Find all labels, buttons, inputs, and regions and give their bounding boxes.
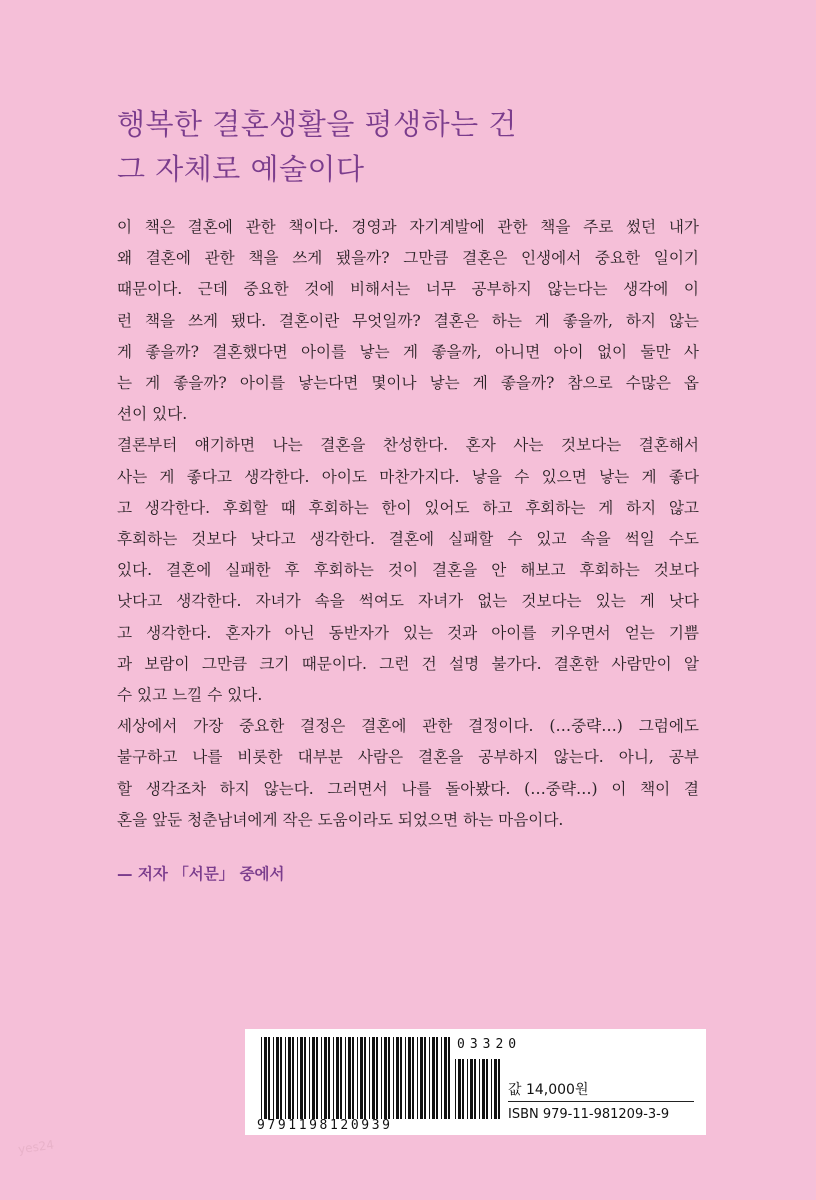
watermark-logo: yes24 bbox=[17, 1137, 55, 1157]
barcode-bar bbox=[276, 1037, 279, 1119]
addon-barcode bbox=[455, 1059, 503, 1119]
barcode-bar bbox=[300, 1037, 303, 1119]
barcode-bar bbox=[405, 1037, 406, 1119]
headline-line-1: 행복한 결혼생활을 평생하는 건 bbox=[117, 107, 517, 141]
barcode-bar bbox=[393, 1037, 394, 1119]
barcode-bar bbox=[285, 1037, 286, 1119]
barcode-bar bbox=[268, 1037, 270, 1119]
attribution: — 저자 「서문」 중에서 bbox=[117, 865, 285, 883]
addon-digits: 03320 bbox=[457, 1037, 522, 1052]
barcode-bar bbox=[372, 1037, 375, 1119]
barcode-bar bbox=[324, 1037, 327, 1119]
barcode-bar bbox=[429, 1037, 430, 1119]
body-line: 이 책은 결혼에 관한 책이다. 경영과 자기계발에 관한 책을 주로 썼던 내가 bbox=[117, 218, 699, 236]
barcode-bar bbox=[321, 1037, 322, 1119]
body-line: 런 책을 쓰게 됐다. 결혼이란 무엇일까? 결혼은 하는 게 좋을까, 하지 않는 bbox=[117, 311, 699, 330]
barcode-bar bbox=[357, 1037, 358, 1119]
barcode-bar bbox=[458, 1059, 461, 1119]
body-line: 과 보람이 그만큼 크기 때문이다. 그런 건 설명 불가다. 결혼한 사람만이 알 bbox=[117, 654, 699, 673]
preface-excerpt bbox=[117, 212, 699, 836]
barcode-bar bbox=[420, 1037, 423, 1119]
barcode-bar bbox=[491, 1059, 492, 1119]
body-line: 혼을 앞둔 청춘남녀에게 작은 도움이라도 되었으면 하는 마음이다. bbox=[117, 810, 564, 829]
barcode-label bbox=[245, 1029, 706, 1135]
body-line: 션이 있다. bbox=[117, 405, 188, 424]
barcode-bar bbox=[352, 1037, 354, 1119]
body-line: 세상에서 가장 중요한 결정은 결혼에 관한 결정이다. (…중략…) 그럼에도 bbox=[117, 717, 699, 736]
barcode-bar bbox=[336, 1037, 339, 1119]
body-line: 사는 게 좋다고 생각한다. 아이도 마찬가지다. 낳을 수 있으면 낳는 게 좋다 bbox=[117, 467, 699, 486]
barcode-bar bbox=[304, 1037, 306, 1119]
body-line: 할 생각조차 하지 않는다. 그러면서 나를 돌아봤다. (…중략…) 이 책이 결 bbox=[117, 779, 699, 798]
barcode-digits: 9791198120939 bbox=[257, 1118, 393, 1133]
isbn-number: ISBN 979-11-981209-3-9 bbox=[508, 1107, 670, 1122]
barcode-bar bbox=[494, 1059, 497, 1119]
body-line: 있다. 결혼에 실패한 후 후회하는 것이 결혼을 안 해보고 후회하는 것보다 bbox=[117, 561, 699, 580]
barcode-bar bbox=[412, 1037, 414, 1119]
barcode-bar bbox=[312, 1037, 315, 1119]
barcode-bar bbox=[408, 1037, 411, 1119]
barcode-bar bbox=[340, 1037, 342, 1119]
barcode-bar bbox=[364, 1037, 366, 1119]
barcode-bar bbox=[462, 1059, 464, 1119]
barcode-bar bbox=[470, 1059, 473, 1119]
barcode-bar bbox=[388, 1037, 390, 1119]
barcode-bar bbox=[482, 1059, 485, 1119]
barcode-bar bbox=[424, 1037, 426, 1119]
barcode-bar bbox=[417, 1037, 418, 1119]
barcode-bar bbox=[436, 1037, 438, 1119]
body-line: 후회하는 것보다 낫다고 생각한다. 결혼에 실패할 수 있고 속을 썩일 수도 bbox=[117, 530, 699, 549]
barcode-bar bbox=[486, 1059, 488, 1119]
barcode-bar bbox=[498, 1059, 500, 1119]
barcode-bar bbox=[474, 1059, 476, 1119]
barcode-bar bbox=[441, 1037, 442, 1119]
barcode-bar bbox=[309, 1037, 310, 1119]
body-line: 게 좋을까? 결혼했다면 아이를 낳는 게 좋을까, 아니면 아이 없이 둘만 사 bbox=[117, 342, 699, 361]
price: 값 14,000원 bbox=[508, 1082, 589, 1098]
barcode-bar bbox=[400, 1037, 402, 1119]
barcode-bar bbox=[360, 1037, 363, 1119]
barcode-bar bbox=[448, 1037, 450, 1119]
barcode-bar bbox=[273, 1037, 274, 1119]
body-line: 고 생각한다. 후회할 때 후회하는 한이 있어도 하고 후회하는 게 하지 않고 bbox=[117, 498, 699, 517]
barcode-bar bbox=[376, 1037, 378, 1119]
barcode-bar bbox=[384, 1037, 387, 1119]
barcode-bar bbox=[280, 1037, 282, 1119]
barcode-bar bbox=[396, 1037, 399, 1119]
body-line: 고 생각한다. 혼자가 아닌 동반자가 있는 것과 아이를 키우면서 얻는 기쁨 bbox=[117, 623, 699, 642]
isbn-barcode bbox=[261, 1037, 451, 1119]
barcode-bar bbox=[345, 1037, 346, 1119]
body-line: 불구하고 나를 비롯한 대부분 사람은 결혼을 공부하지 않는다. 아니, 공부 bbox=[117, 748, 699, 767]
barcode-bar bbox=[369, 1037, 370, 1119]
barcode-bar bbox=[455, 1059, 456, 1119]
body-line: 수 있고 느낄 수 있다. bbox=[117, 686, 263, 705]
barcode-bar bbox=[316, 1037, 318, 1119]
barcode-bar bbox=[288, 1037, 291, 1119]
barcode-bar bbox=[479, 1059, 480, 1119]
headline-line-2: 그 자체로 예술이다 bbox=[117, 152, 365, 186]
barcode-bar bbox=[348, 1037, 351, 1119]
headline bbox=[117, 102, 517, 192]
body-line: 는 게 좋을까? 아이를 낳는다면 몇이나 낳는 게 좋을까? 참으로 수많은 옵 bbox=[117, 374, 699, 393]
body-line: 결론부터 얘기하면 나는 결혼을 찬성한다. 혼자 사는 것보다는 결혼해서 bbox=[117, 436, 699, 455]
barcode-bar bbox=[264, 1037, 267, 1119]
barcode-bar bbox=[467, 1059, 468, 1119]
barcode-bar bbox=[297, 1037, 298, 1119]
barcode-bar bbox=[444, 1037, 447, 1119]
divider bbox=[508, 1101, 694, 1102]
barcode-bar bbox=[328, 1037, 330, 1119]
barcode-bar bbox=[292, 1037, 294, 1119]
barcode-bar bbox=[333, 1037, 334, 1119]
body-line: 때문이다. 근데 중요한 것에 비해서는 너무 공부하지 않는다는 생각에 이 bbox=[117, 280, 699, 299]
barcode-bar bbox=[432, 1037, 435, 1119]
body-line: 왜 결혼에 관한 책을 쓰게 됐을까? 그만큼 결혼은 인생에서 중요한 일이기 bbox=[117, 249, 699, 268]
barcode-bar bbox=[381, 1037, 382, 1119]
body-line: 낫다고 생각한다. 자녀가 속을 썩여도 자녀가 없는 것보다는 있는 게 낫다 bbox=[117, 592, 699, 611]
barcode-bar bbox=[261, 1037, 262, 1119]
